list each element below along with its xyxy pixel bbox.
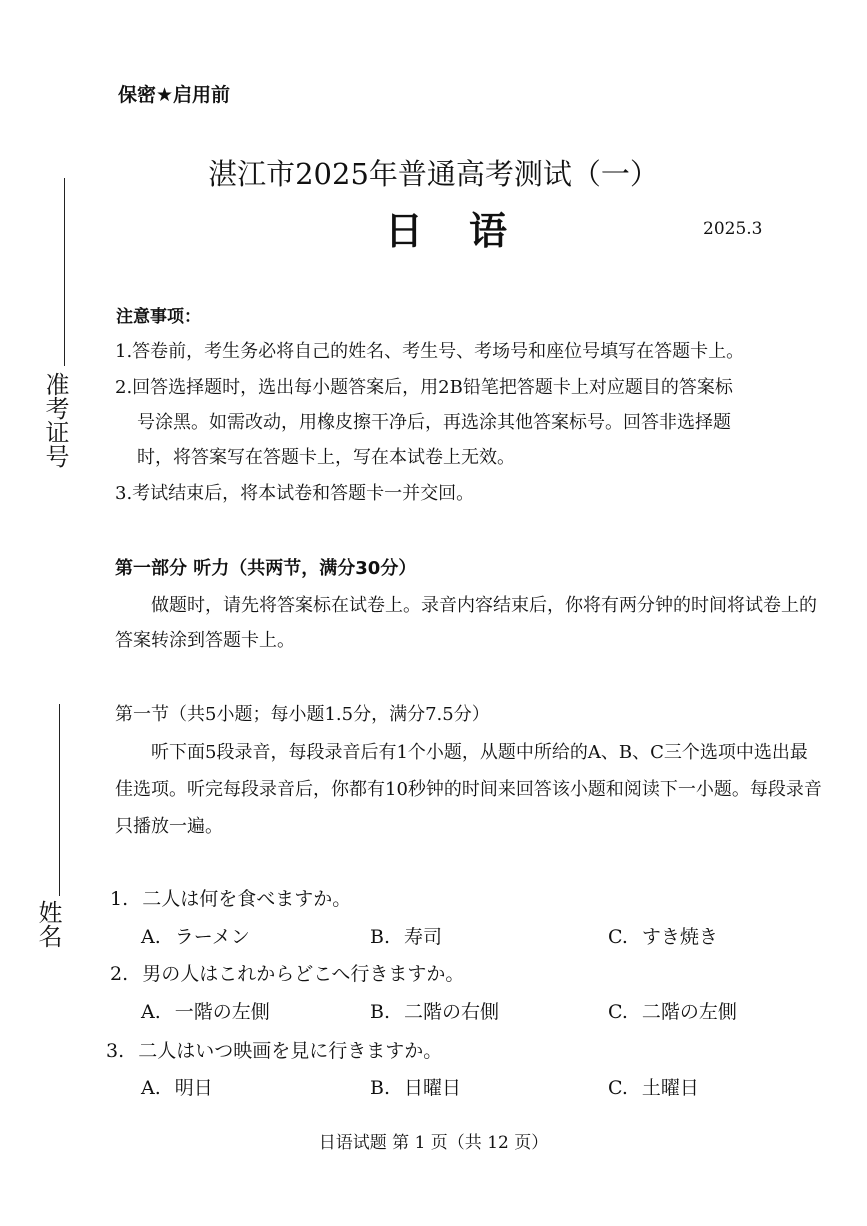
name-label: 姓名 — [34, 900, 62, 948]
exam-title: 湛江市2025年普通高考测试（一） — [208, 157, 659, 191]
question-2 — [110, 959, 464, 986]
confidential-mark: 保密★启用前 — [118, 84, 231, 106]
question-number: 3. — [106, 1040, 125, 1062]
option-letter: A. — [141, 1077, 161, 1099]
option-letter: B. — [370, 1077, 391, 1099]
option-3b — [370, 1073, 461, 1100]
option-text: 一階の左側 — [174, 1001, 270, 1023]
notice-line: 号涂黑。如需改动，用橡皮擦干净后，再选涂其他答案标号。回答非选择题 — [137, 412, 731, 433]
option-3c — [608, 1073, 699, 1100]
option-letter: A. — [141, 1001, 161, 1023]
option-1c — [608, 922, 718, 949]
notice-item — [115, 370, 733, 475]
notice-heading: 注意事项： — [116, 307, 201, 327]
option-letter: C. — [608, 1001, 628, 1023]
ticket-number-line — [64, 178, 65, 366]
question-number: 2. — [110, 963, 129, 985]
option-text: 二階の右側 — [404, 1001, 500, 1023]
page-footer: 日语试题 第 1 页（共 12 页） — [318, 1133, 549, 1153]
notice-item: 3.考试结束后，将本试卷和答题卡一并交回。 — [115, 483, 475, 504]
question-1 — [110, 884, 351, 911]
part1-heading: 第一部分 听力（共两节，满分30分） — [115, 558, 417, 579]
question-text: 男の人はこれからどこへ行きますか。 — [142, 963, 465, 985]
option-text: 日曜日 — [404, 1077, 462, 1099]
section1-description: 听下面5段录音，每段录音后有1个小题，从题中所给的A、B、C三个选项中选出最佳选项。听完每段录音后，你都有10秒钟的时间来回答该小题和阅读下一小题。每段录音只播放一遍。 — [115, 742, 822, 837]
option-text: すき焼き — [641, 926, 718, 948]
option-text: 明日 — [174, 1077, 213, 1099]
notice-line: 时，将答案写在答题卡上，写在本试卷上无效。 — [137, 447, 515, 468]
part1-description: 做题时，请先将答案标在试卷上。录音内容结束后，你将有两分钟的时间将试卷上的答案转涂到答题卡上。 — [115, 595, 817, 651]
option-letter: C. — [608, 1077, 628, 1099]
option-1b — [370, 922, 442, 949]
option-1a — [141, 922, 250, 949]
option-text: 土曜日 — [641, 1077, 699, 1099]
question-3 — [106, 1036, 442, 1063]
ticket-number-label: 准考证号 — [41, 372, 69, 468]
option-3a — [141, 1073, 213, 1100]
subject-title: 日语 — [385, 209, 554, 253]
option-letter: B. — [370, 1001, 391, 1023]
question-text: 二人は何を食べますか。 — [142, 888, 352, 910]
option-text: 寿司 — [404, 926, 443, 948]
option-2b — [370, 997, 499, 1024]
option-2c — [608, 997, 737, 1024]
option-letter: A. — [141, 926, 161, 948]
exam-date: 2025.3 — [703, 219, 763, 239]
option-text: ラーメン — [174, 926, 250, 948]
notice-item: 1.答卷前，考生务必将自己的姓名、考生号、考场号和座位号填写在答题卡上。 — [115, 341, 745, 362]
section1-heading: 第一节（共5小题；每小题1.5分，满分7.5分） — [115, 704, 490, 725]
name-line — [59, 704, 60, 896]
option-text: 二階の左側 — [641, 1001, 737, 1023]
option-letter: B. — [370, 926, 391, 948]
option-2a — [141, 997, 270, 1024]
option-letter: C. — [608, 926, 628, 948]
question-text: 二人はいつ映画を見に行きますか。 — [138, 1040, 443, 1062]
question-number: 1. — [110, 888, 129, 910]
notice-line: 2.回答选择题时，选出每小题答案后，用2B铅笔把答题卡上对应题目的答案标 — [115, 377, 733, 398]
